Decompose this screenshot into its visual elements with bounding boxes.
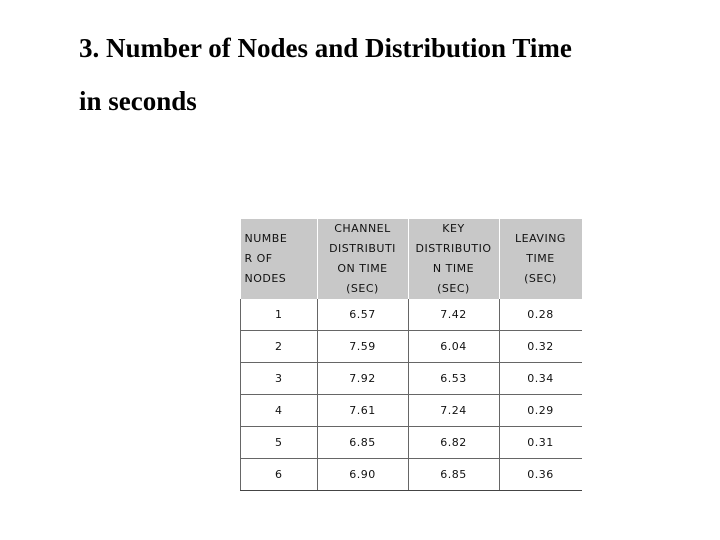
table-row	[241, 427, 582, 459]
header-channel-distribution-time: CHANNEL DISTRIBUTI ON TIME (SEC)	[317, 219, 408, 299]
cell-nodes: 6	[241, 459, 318, 491]
cell-nodes: 3	[241, 363, 318, 395]
cell-key-time: 7.24	[408, 395, 499, 427]
table-row	[241, 395, 582, 427]
cell-key-time: 7.42	[408, 299, 499, 331]
cell-leaving-time: 0.31	[499, 427, 582, 459]
cell-key-time: 6.04	[408, 331, 499, 363]
table-row	[241, 299, 582, 331]
header-row	[241, 219, 582, 299]
header-leaving-time: LEAVING TIME (SEC)	[499, 219, 582, 299]
cell-key-time: 6.53	[408, 363, 499, 395]
cell-channel-time: 6.85	[317, 427, 408, 459]
header-number-of-nodes: NUMBE R OF NODES	[241, 219, 318, 299]
table-row	[241, 331, 582, 363]
cell-leaving-time: 0.34	[499, 363, 582, 395]
cell-channel-time: 6.57	[317, 299, 408, 331]
cell-nodes: 4	[241, 395, 318, 427]
cell-channel-time: 7.92	[317, 363, 408, 395]
cell-channel-time: 7.61	[317, 395, 408, 427]
table-body	[241, 299, 582, 491]
cell-key-time: 6.82	[408, 427, 499, 459]
cell-nodes: 5	[241, 427, 318, 459]
cell-leaving-time: 0.28	[499, 299, 582, 331]
cell-channel-time: 6.90	[317, 459, 408, 491]
cell-channel-time: 7.59	[317, 331, 408, 363]
cell-nodes: 2	[241, 331, 318, 363]
header-key-distribution-time: KEY DISTRIBUTIO N TIME (SEC)	[408, 219, 499, 299]
nodes-distribution-table	[240, 219, 582, 491]
cell-leaving-time: 0.32	[499, 331, 582, 363]
slide-title	[79, 22, 699, 128]
cell-leaving-time: 0.36	[499, 459, 582, 491]
cell-key-time: 6.85	[408, 459, 499, 491]
table-row	[241, 459, 582, 491]
table-row	[241, 363, 582, 395]
title-line-1: 3. Number of Nodes and Distribution Time	[79, 33, 572, 63]
title-line-2: in seconds	[79, 86, 197, 116]
table-header	[241, 219, 582, 299]
cell-nodes: 1	[241, 299, 318, 331]
cell-leaving-time: 0.29	[499, 395, 582, 427]
